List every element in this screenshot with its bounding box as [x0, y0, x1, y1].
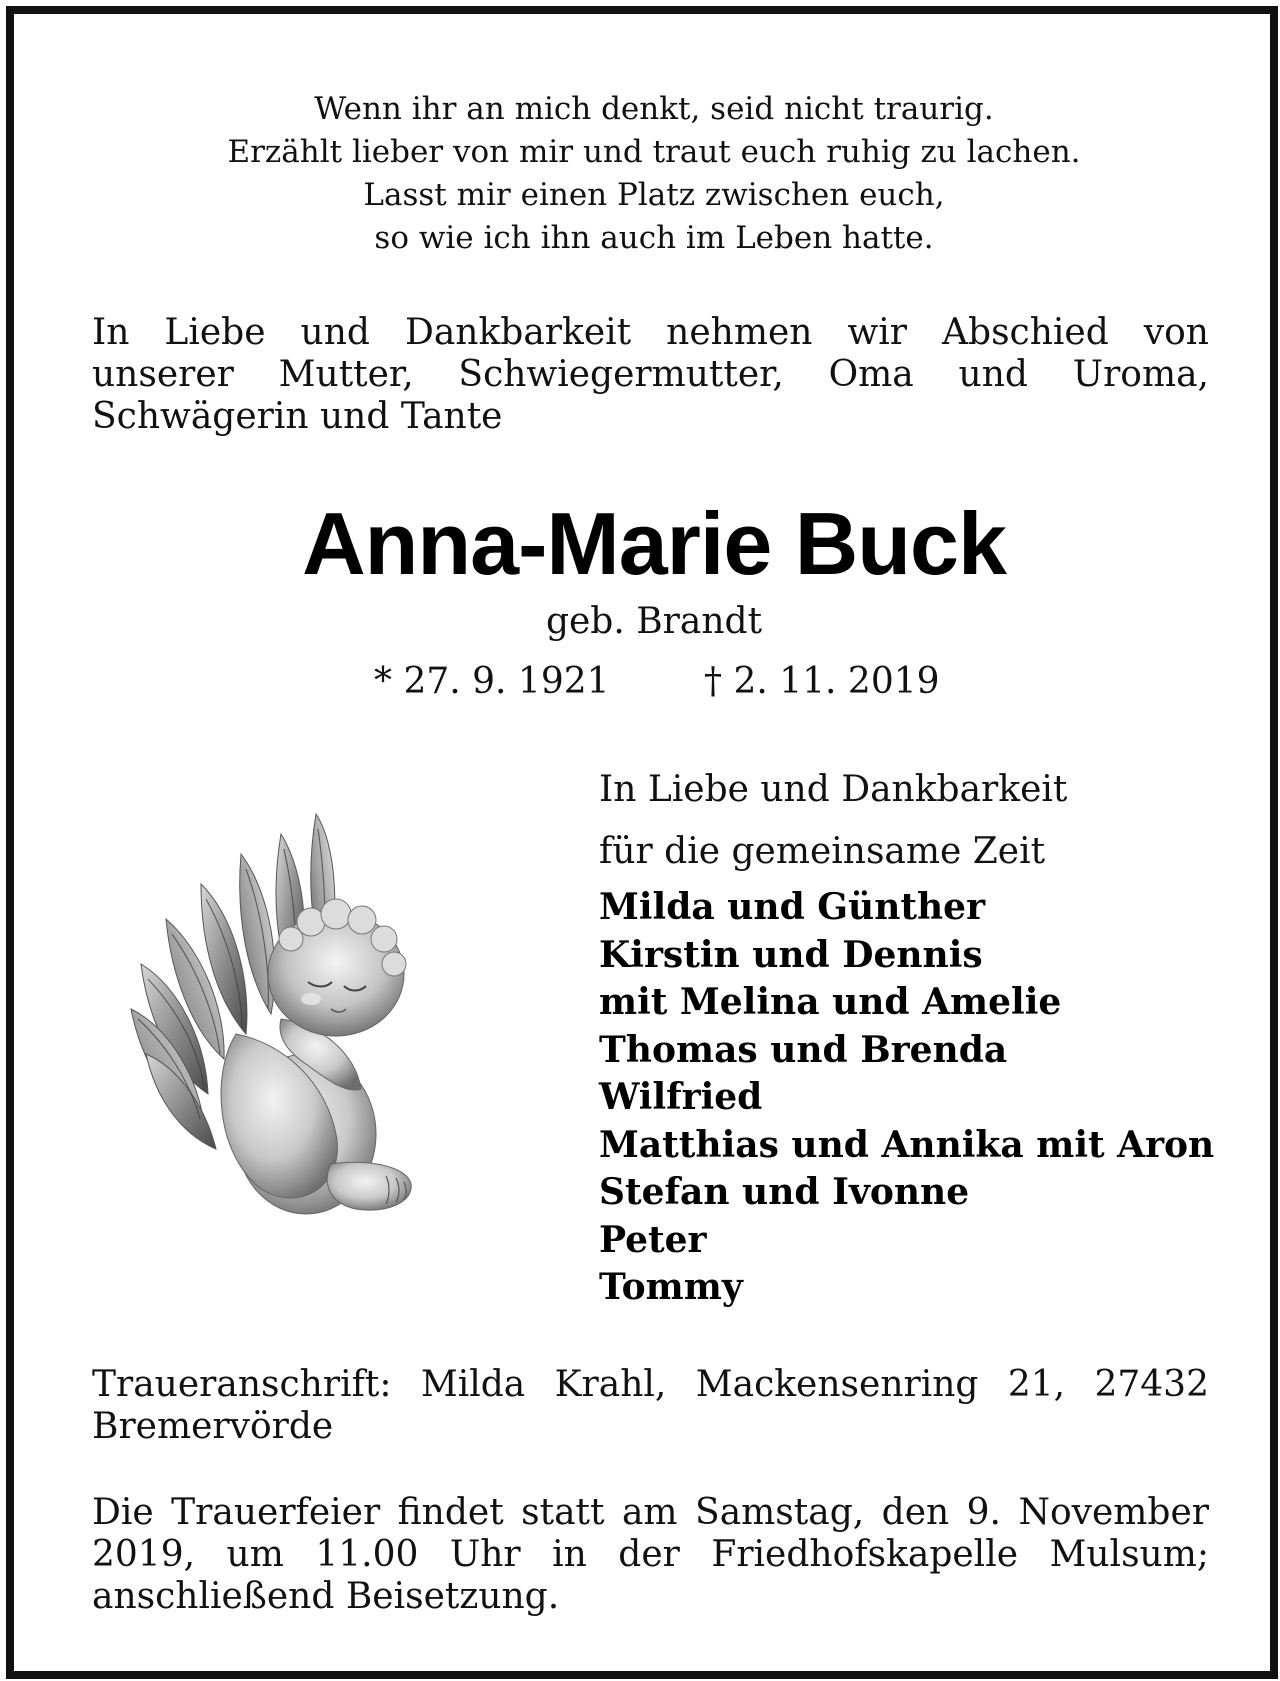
thanks-line: In Liebe und Dankbarkeit: [599, 769, 1068, 810]
sleeping-angel-icon: [86, 804, 446, 1244]
memorial-poem: [84, 88, 1224, 260]
family-member: Kirstin und Dennis: [599, 933, 983, 976]
deceased-name: Anna-Marie Buck: [302, 494, 1006, 593]
ceremony-info: [92, 1492, 1209, 1618]
intro-line: In Liebe und Dankbarkeit nehmen wir Abschied von: [92, 312, 1209, 353]
birth-date: * 27. 9. 1921: [374, 661, 610, 702]
family-member: Tommy: [599, 1266, 743, 1308]
poem-line: Erzählt lieber von mir und traut euch ruhig zu lachen.: [227, 134, 1081, 170]
ceremony-line: 2019, um 11.00 Uhr in der Friedhofskapelle Mulsum;: [92, 1534, 1209, 1575]
maiden-name: geb. Brandt: [545, 601, 763, 642]
family-member: Peter: [599, 1218, 707, 1261]
family-member: mit Melina und Amelie: [599, 981, 1062, 1023]
family-member: Milda und Günther: [599, 886, 986, 928]
ceremony-line: Die Trauerfeier findet statt am Samstag, den 9. November: [92, 1492, 1209, 1533]
ceremony-line: anschließend Beisetzung.: [92, 1576, 560, 1617]
family-member: Thomas und Brenda: [599, 1028, 1008, 1071]
thanks-text: [599, 759, 1067, 883]
obituary-frame: [6, 6, 1278, 1679]
mourning-address: [92, 1364, 1209, 1448]
intro-line: unserer Mutter, Schwiegermutter, Oma und Uroma,: [92, 354, 1209, 395]
address-line: Traueranschrift: Milda Krahl, Mackensenring 21, 27432: [92, 1364, 1209, 1405]
poem-line: Lasst mir einen Platz zwischen euch,: [363, 177, 945, 213]
family-list: [599, 884, 1214, 1312]
family-member: Stefan und Ivonne: [599, 1171, 970, 1213]
farewell-intro: [92, 312, 1209, 438]
poem-line: so wie ich ihn auch im Leben hatte.: [374, 220, 934, 256]
intro-line: Schwägerin und Tante: [92, 396, 503, 437]
thanks-line: für die gemeinsame Zeit: [599, 831, 1046, 872]
poem-line: Wenn ihr an mich denkt, seid nicht traurig.: [314, 91, 994, 127]
address-line: Bremervörde: [92, 1406, 334, 1447]
death-date: † 2. 11. 2019: [704, 661, 940, 702]
family-member: Matthias und Annika mit Aron: [599, 1123, 1215, 1166]
family-member: Wilfried: [599, 1076, 763, 1118]
